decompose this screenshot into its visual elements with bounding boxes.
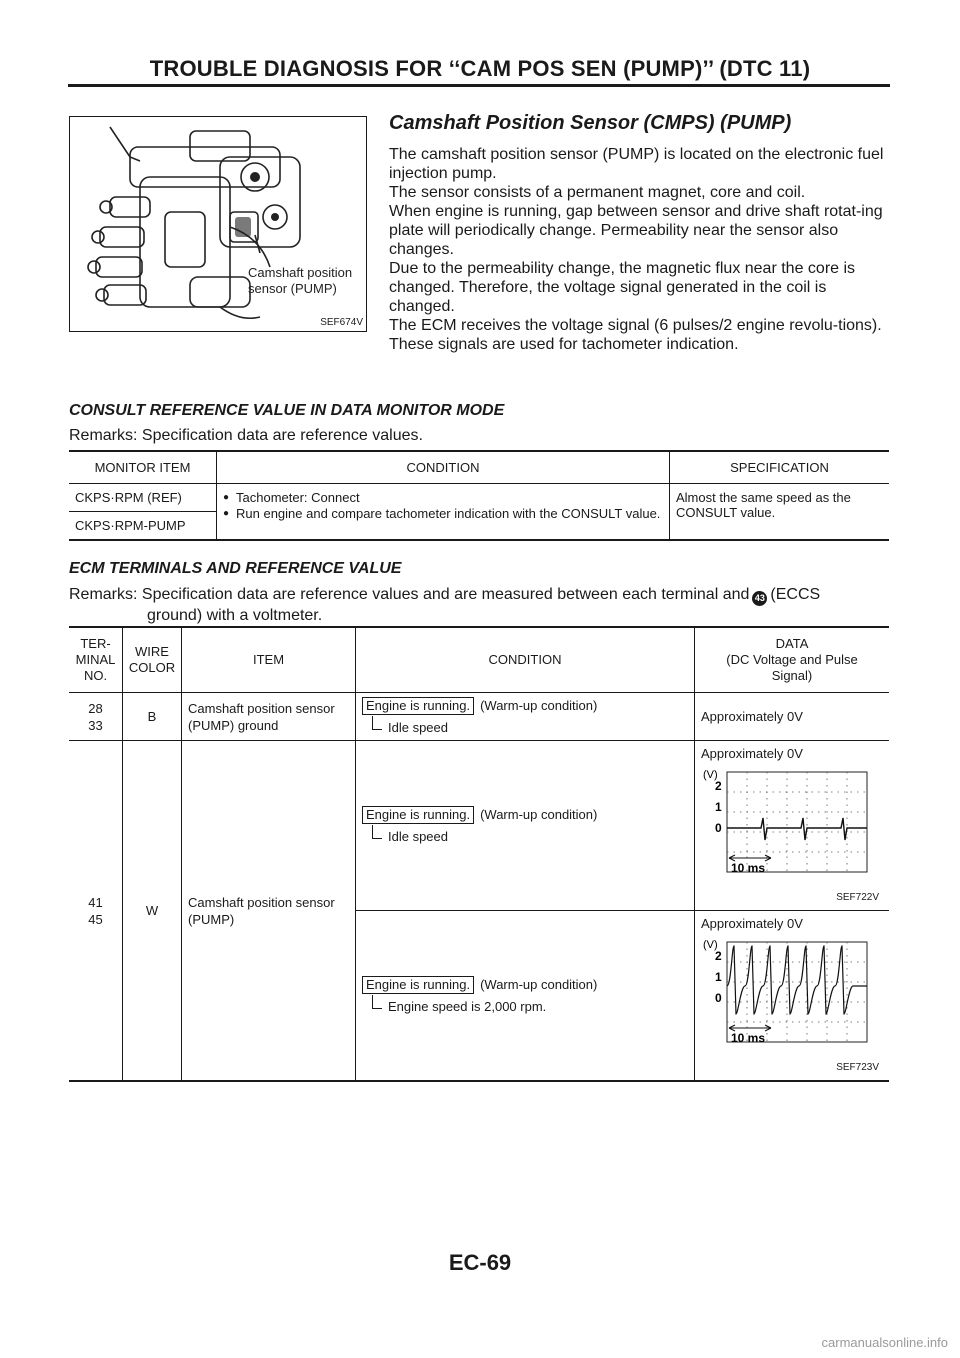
table-header-row bbox=[69, 627, 889, 693]
sensor-title: Camshaft Position Sensor (CMPS) (PUMP) bbox=[389, 112, 792, 134]
pump-drawing bbox=[70, 117, 366, 331]
terminal-numbers bbox=[69, 741, 123, 1082]
paragraph: The camshaft position sensor (PUMP) is located on the electronic fuel injection pump. bbox=[389, 146, 884, 182]
col-terminal bbox=[69, 627, 123, 693]
scope-unit: (V) bbox=[703, 939, 718, 951]
ecm-remark-line2: ground) with a voltmeter. bbox=[147, 607, 323, 624]
scope-code: SEF723V bbox=[836, 1062, 879, 1073]
monitor-item: CKPS·RPM-PUMP bbox=[69, 512, 217, 541]
ecm-remark-text-after: (ECCS bbox=[770, 586, 821, 603]
condition-box: Engine is running. bbox=[362, 806, 474, 824]
figure-code: SEF674V bbox=[320, 317, 363, 328]
condition-cell bbox=[356, 693, 695, 741]
figure-label-line1: Camshaft position bbox=[248, 265, 353, 280]
scope-tick-0: 0 bbox=[715, 991, 722, 1005]
condition-bullet: ● Tachometer: Connect bbox=[223, 490, 663, 506]
col-data bbox=[695, 627, 890, 693]
table-header-row bbox=[69, 451, 889, 484]
consult-remark: Remarks: Specification data are reference values. bbox=[69, 427, 423, 444]
header-text: WIRE bbox=[135, 644, 169, 659]
scope-tick-1: 1 bbox=[715, 800, 722, 814]
page-number: EC-69 bbox=[448, 1250, 512, 1275]
consult-heading: CONSULT REFERENCE VALUE IN DATA MONITOR MODE bbox=[69, 402, 505, 419]
scope-time-label: 10 ms bbox=[731, 861, 766, 875]
header-text: MINAL bbox=[75, 652, 116, 667]
col-condition: CONDITION bbox=[217, 451, 670, 484]
scope-tick-0: 0 bbox=[715, 821, 722, 835]
paragraph: The ECM receives the voltage signal (6 pulses/2 engine revolu-tions). bbox=[389, 317, 882, 334]
scope-waveform bbox=[727, 818, 867, 840]
col-specification: SPECIFICATION bbox=[670, 451, 890, 484]
header-text: TER- bbox=[80, 636, 111, 651]
scope-unit: (V) bbox=[703, 769, 718, 781]
paragraph: Due to the permeability change, the magnetic flux near the core is changed. Therefore, the voltage signal generated in the coil is changed. bbox=[389, 260, 856, 315]
pump-illustration bbox=[69, 116, 367, 332]
scope-code: SEF722V bbox=[836, 892, 879, 903]
consult-table bbox=[69, 450, 889, 541]
specification-cell: Almost the same speed as the CONSULT value. bbox=[676, 490, 851, 520]
header-text: DATA bbox=[775, 636, 809, 651]
data-value: Approximately 0V bbox=[701, 916, 803, 931]
wire-color: W bbox=[123, 741, 182, 1082]
figure-label-line2: sensor (PUMP) bbox=[248, 281, 337, 296]
condition-note: (Warm-up condition) bbox=[480, 977, 598, 992]
ecm-heading: ECM TERMINALS AND REFERENCE VALUE bbox=[69, 560, 402, 577]
terminal-number: 45 bbox=[88, 911, 103, 927]
condition-sub: Idle speed bbox=[372, 719, 688, 736]
condition-box: Engine is running. bbox=[362, 697, 474, 715]
oscilloscope-2000rpm bbox=[701, 936, 883, 1076]
terminal-number: 33 bbox=[88, 717, 103, 733]
condition-box: Engine is running. bbox=[362, 976, 474, 994]
header-text: NO. bbox=[83, 668, 108, 683]
monitor-item: CKPS·RPM (REF) bbox=[69, 484, 217, 512]
condition-sub: Idle speed bbox=[372, 828, 688, 845]
oscilloscope-idle bbox=[701, 766, 883, 906]
data-cell bbox=[695, 741, 890, 911]
ecm-table bbox=[69, 626, 889, 1082]
header-text: COLOR bbox=[128, 660, 176, 675]
scope-tick-2: 2 bbox=[715, 779, 722, 793]
condition-note: (Warm-up condition) bbox=[480, 698, 598, 713]
item-cell: Camshaft position sensor (PUMP) bbox=[182, 741, 356, 1082]
condition-note: (Warm-up condition) bbox=[480, 807, 598, 822]
scope-idle-graph bbox=[701, 766, 871, 890]
ecm-remark bbox=[69, 585, 889, 626]
col-item: ITEM bbox=[182, 627, 356, 693]
scope-time-label: 10 ms bbox=[731, 1031, 766, 1045]
terminal-number: 28 bbox=[88, 700, 103, 716]
condition-sub: Engine speed is 2,000 rpm. bbox=[372, 998, 688, 1015]
data-cell: Approximately 0V bbox=[695, 693, 890, 741]
sensor-description bbox=[389, 112, 889, 354]
condition-cell bbox=[356, 911, 695, 1082]
page-title: TROUBLE DIAGNOSIS FOR ‘‘CAM POS SEN (PUMP)’’ (DTC 11) bbox=[149, 56, 811, 81]
condition-bullet: ● Run engine and compare tachometer indication with the CONSULT value. bbox=[223, 506, 663, 522]
ecm-remark-text: Remarks: Specification data are reference values and are measured between each terminal and bbox=[69, 586, 750, 603]
terminal-43-badge: 43 bbox=[752, 591, 767, 606]
scope-tick-2: 2 bbox=[715, 949, 722, 963]
scope-2000rpm-graph bbox=[701, 936, 871, 1060]
data-value: Approximately 0V bbox=[701, 746, 803, 761]
header-rule bbox=[68, 84, 890, 87]
data-cell bbox=[695, 911, 890, 1082]
scope-tick-1: 1 bbox=[715, 970, 722, 984]
table-row bbox=[69, 484, 889, 512]
col-monitor-item: MONITOR ITEM bbox=[69, 451, 217, 484]
table-row bbox=[69, 693, 889, 741]
item-cell: Camshaft position sensor (PUMP) ground bbox=[182, 693, 356, 741]
terminal-numbers bbox=[69, 693, 123, 741]
paragraph: The sensor consists of a permanent magnet, core and coil. bbox=[389, 184, 806, 201]
table-row bbox=[69, 741, 889, 911]
watermark: carmanualsonline.info bbox=[821, 1335, 948, 1350]
header-text: Signal) bbox=[771, 668, 813, 683]
wire-color: B bbox=[123, 693, 182, 741]
col-wire-color bbox=[123, 627, 182, 693]
condition-cell bbox=[356, 741, 695, 911]
paragraph: These signals are used for tachometer indication. bbox=[389, 336, 739, 353]
terminal-number: 41 bbox=[88, 894, 103, 910]
condition-cell bbox=[217, 484, 670, 541]
scope-waveform bbox=[727, 946, 867, 1014]
col-condition: CONDITION bbox=[356, 627, 695, 693]
header-text: (DC Voltage and Pulse bbox=[726, 652, 858, 667]
paragraph: When engine is running, gap between sensor and drive shaft rotat-ing plate will periodically change. Permeability near the sensor also changes. bbox=[389, 203, 883, 258]
